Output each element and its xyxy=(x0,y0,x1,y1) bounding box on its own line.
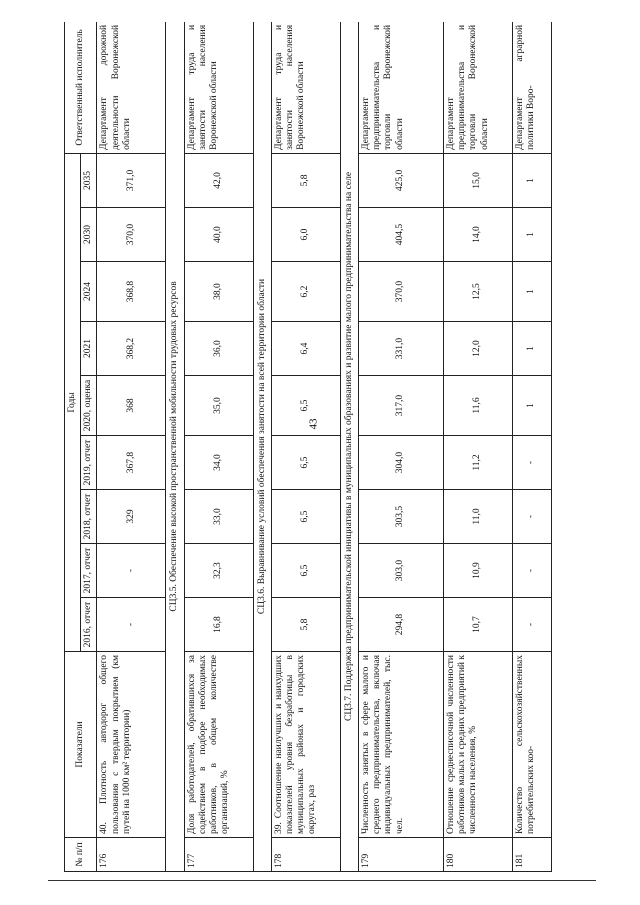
value-cell: 32,3 xyxy=(184,544,253,598)
row-number: 176 xyxy=(97,838,166,872)
header-year: 2018, отчет xyxy=(81,490,97,544)
value-cell: 6,2 xyxy=(271,262,340,322)
value-cell: 317,0 xyxy=(359,376,444,436)
table-row xyxy=(444,22,513,872)
value-cell: 6,5 xyxy=(271,544,340,598)
value-cell: 1 xyxy=(513,208,552,262)
value-cell: 6,5 xyxy=(271,436,340,490)
value-cell: 368,8 xyxy=(97,262,166,322)
responsible-cell: Департамент труда и занятости населения Воронежской области xyxy=(271,22,340,153)
page-number: 43 xyxy=(307,418,320,430)
value-cell: 12,5 xyxy=(444,262,513,322)
header-year: 2030 xyxy=(81,208,97,262)
header-year: 2035 xyxy=(81,153,97,207)
responsible-cell: Департамент дорожной деятельности Воронежской области xyxy=(97,22,166,153)
value-cell: 34,0 xyxy=(184,436,253,490)
value-cell: - xyxy=(513,598,552,652)
value-cell: 404,5 xyxy=(359,208,444,262)
value-cell: 35,0 xyxy=(184,376,253,436)
value-cell: 304,0 xyxy=(359,436,444,490)
value-cell: 371,0 xyxy=(97,153,166,207)
value-cell: 42,0 xyxy=(184,153,253,207)
value-cell: 425,0 xyxy=(359,153,444,207)
value-cell: - xyxy=(97,544,166,598)
indicator-cell: Отношение среднесписочной численности работников малых и средних предприятий к численности населения, % xyxy=(444,652,513,838)
responsible-cell: Департамент труда и занятости населения Воронежской области xyxy=(184,22,253,153)
header-num: № п/п xyxy=(65,838,97,872)
value-cell: 10,9 xyxy=(444,544,513,598)
row-number: 178 xyxy=(271,838,340,872)
value-cell: 40,0 xyxy=(184,208,253,262)
value-cell: 6,5 xyxy=(271,376,340,436)
section-title: СЦ3.6. Выравнивание условий обеспечения занятости на всей территории области xyxy=(253,22,271,872)
responsible-cell: Департамент аграрной политики Воро- xyxy=(513,22,552,153)
indicator-cell: 40. Плотность автодорог общего пользования с твердым покрытием (км путей на 1000 км² территории) xyxy=(97,652,166,838)
header-year: 2017, отчет xyxy=(81,544,97,598)
value-cell: 1 xyxy=(513,376,552,436)
table-row xyxy=(513,22,552,872)
value-cell: 303,5 xyxy=(359,490,444,544)
value-cell: 294,8 xyxy=(359,598,444,652)
indicator-cell: Доля работодателей, обратившихся за содействием в подборе необходимых работников, в общем количестве организаций, % xyxy=(184,652,253,838)
value-cell: 11,0 xyxy=(444,490,513,544)
indicator-cell: Количество сельскохозяйственных потребительских коо- xyxy=(513,652,552,838)
value-cell: 368,2 xyxy=(97,322,166,376)
header-year: 2021 xyxy=(81,322,97,376)
value-cell: - xyxy=(513,490,552,544)
value-cell: 1 xyxy=(513,322,552,376)
section-title: СЦ3.7. Поддержка предпринимательской инициативы в муниципальных образованиях и развитие малого предпринимательства на селе xyxy=(340,22,358,872)
value-cell: 6,5 xyxy=(271,490,340,544)
header-year: 2024 xyxy=(81,262,97,322)
value-cell: 331,0 xyxy=(359,322,444,376)
row-number: 177 xyxy=(184,838,253,872)
header-indicator: Показатели xyxy=(65,652,97,838)
value-cell: 33,0 xyxy=(184,490,253,544)
footer-rule xyxy=(48,880,596,881)
table-row xyxy=(97,22,166,872)
value-cell: 370,0 xyxy=(97,208,166,262)
value-cell: 5,8 xyxy=(271,598,340,652)
value-cell: 5,8 xyxy=(271,153,340,207)
rotated-table-area xyxy=(64,22,616,872)
responsible-cell: Департамент предпринимательства и торговли Воронежской области xyxy=(359,22,444,153)
value-cell: 6,4 xyxy=(271,322,340,376)
value-cell: - xyxy=(513,436,552,490)
table-row xyxy=(271,22,340,872)
value-cell: - xyxy=(97,598,166,652)
value-cell: 370,0 xyxy=(359,262,444,322)
indicator-cell: Численность занятых в сфере малого и среднего предпринимательства, включая индивидуальных предпринимателей, тыс. чел. xyxy=(359,652,444,838)
table-row xyxy=(359,22,444,872)
value-cell: 12,0 xyxy=(444,322,513,376)
table-row xyxy=(184,22,253,872)
section-title: СЦ3.5. Обеспечение высокой пространственной мобильности трудовых ресурсов xyxy=(166,22,184,872)
value-cell: 16,8 xyxy=(184,598,253,652)
header-year: 2020, оценка xyxy=(81,376,97,436)
section-row xyxy=(253,22,271,872)
value-cell: 1 xyxy=(513,262,552,322)
table-container xyxy=(64,22,552,872)
value-cell: 36,0 xyxy=(184,322,253,376)
row-number: 180 xyxy=(444,838,513,872)
value-cell: - xyxy=(513,544,552,598)
value-cell: 10,7 xyxy=(444,598,513,652)
header-year: 2019, отчет xyxy=(81,436,97,490)
row-number: 181 xyxy=(513,838,552,872)
section-row xyxy=(340,22,358,872)
value-cell: 15,0 xyxy=(444,153,513,207)
header-year: 2016, отчет xyxy=(81,598,97,652)
value-cell: 11,6 xyxy=(444,376,513,436)
header-responsible: Ответственный исполнитель xyxy=(65,22,97,153)
indicators-table xyxy=(64,22,552,872)
value-cell: 367,8 xyxy=(97,436,166,490)
value-cell: 1 xyxy=(513,153,552,207)
value-cell: 38,0 xyxy=(184,262,253,322)
value-cell: 303,0 xyxy=(359,544,444,598)
value-cell: 6,0 xyxy=(271,208,340,262)
row-number: 179 xyxy=(359,838,444,872)
indicator-cell: 39. Соотношение наилучших и наихудших показателей уровня безработицы в муниципальных районах и городских округах, раз xyxy=(271,652,340,838)
value-cell: 11,2 xyxy=(444,436,513,490)
section-row xyxy=(166,22,184,872)
responsible-cell: Департамент предпринимательства и торговли Воронежской области xyxy=(444,22,513,153)
header-years: Годы xyxy=(65,153,81,651)
value-cell: 14,0 xyxy=(444,208,513,262)
value-cell: 329 xyxy=(97,490,166,544)
value-cell: 368 xyxy=(97,376,166,436)
